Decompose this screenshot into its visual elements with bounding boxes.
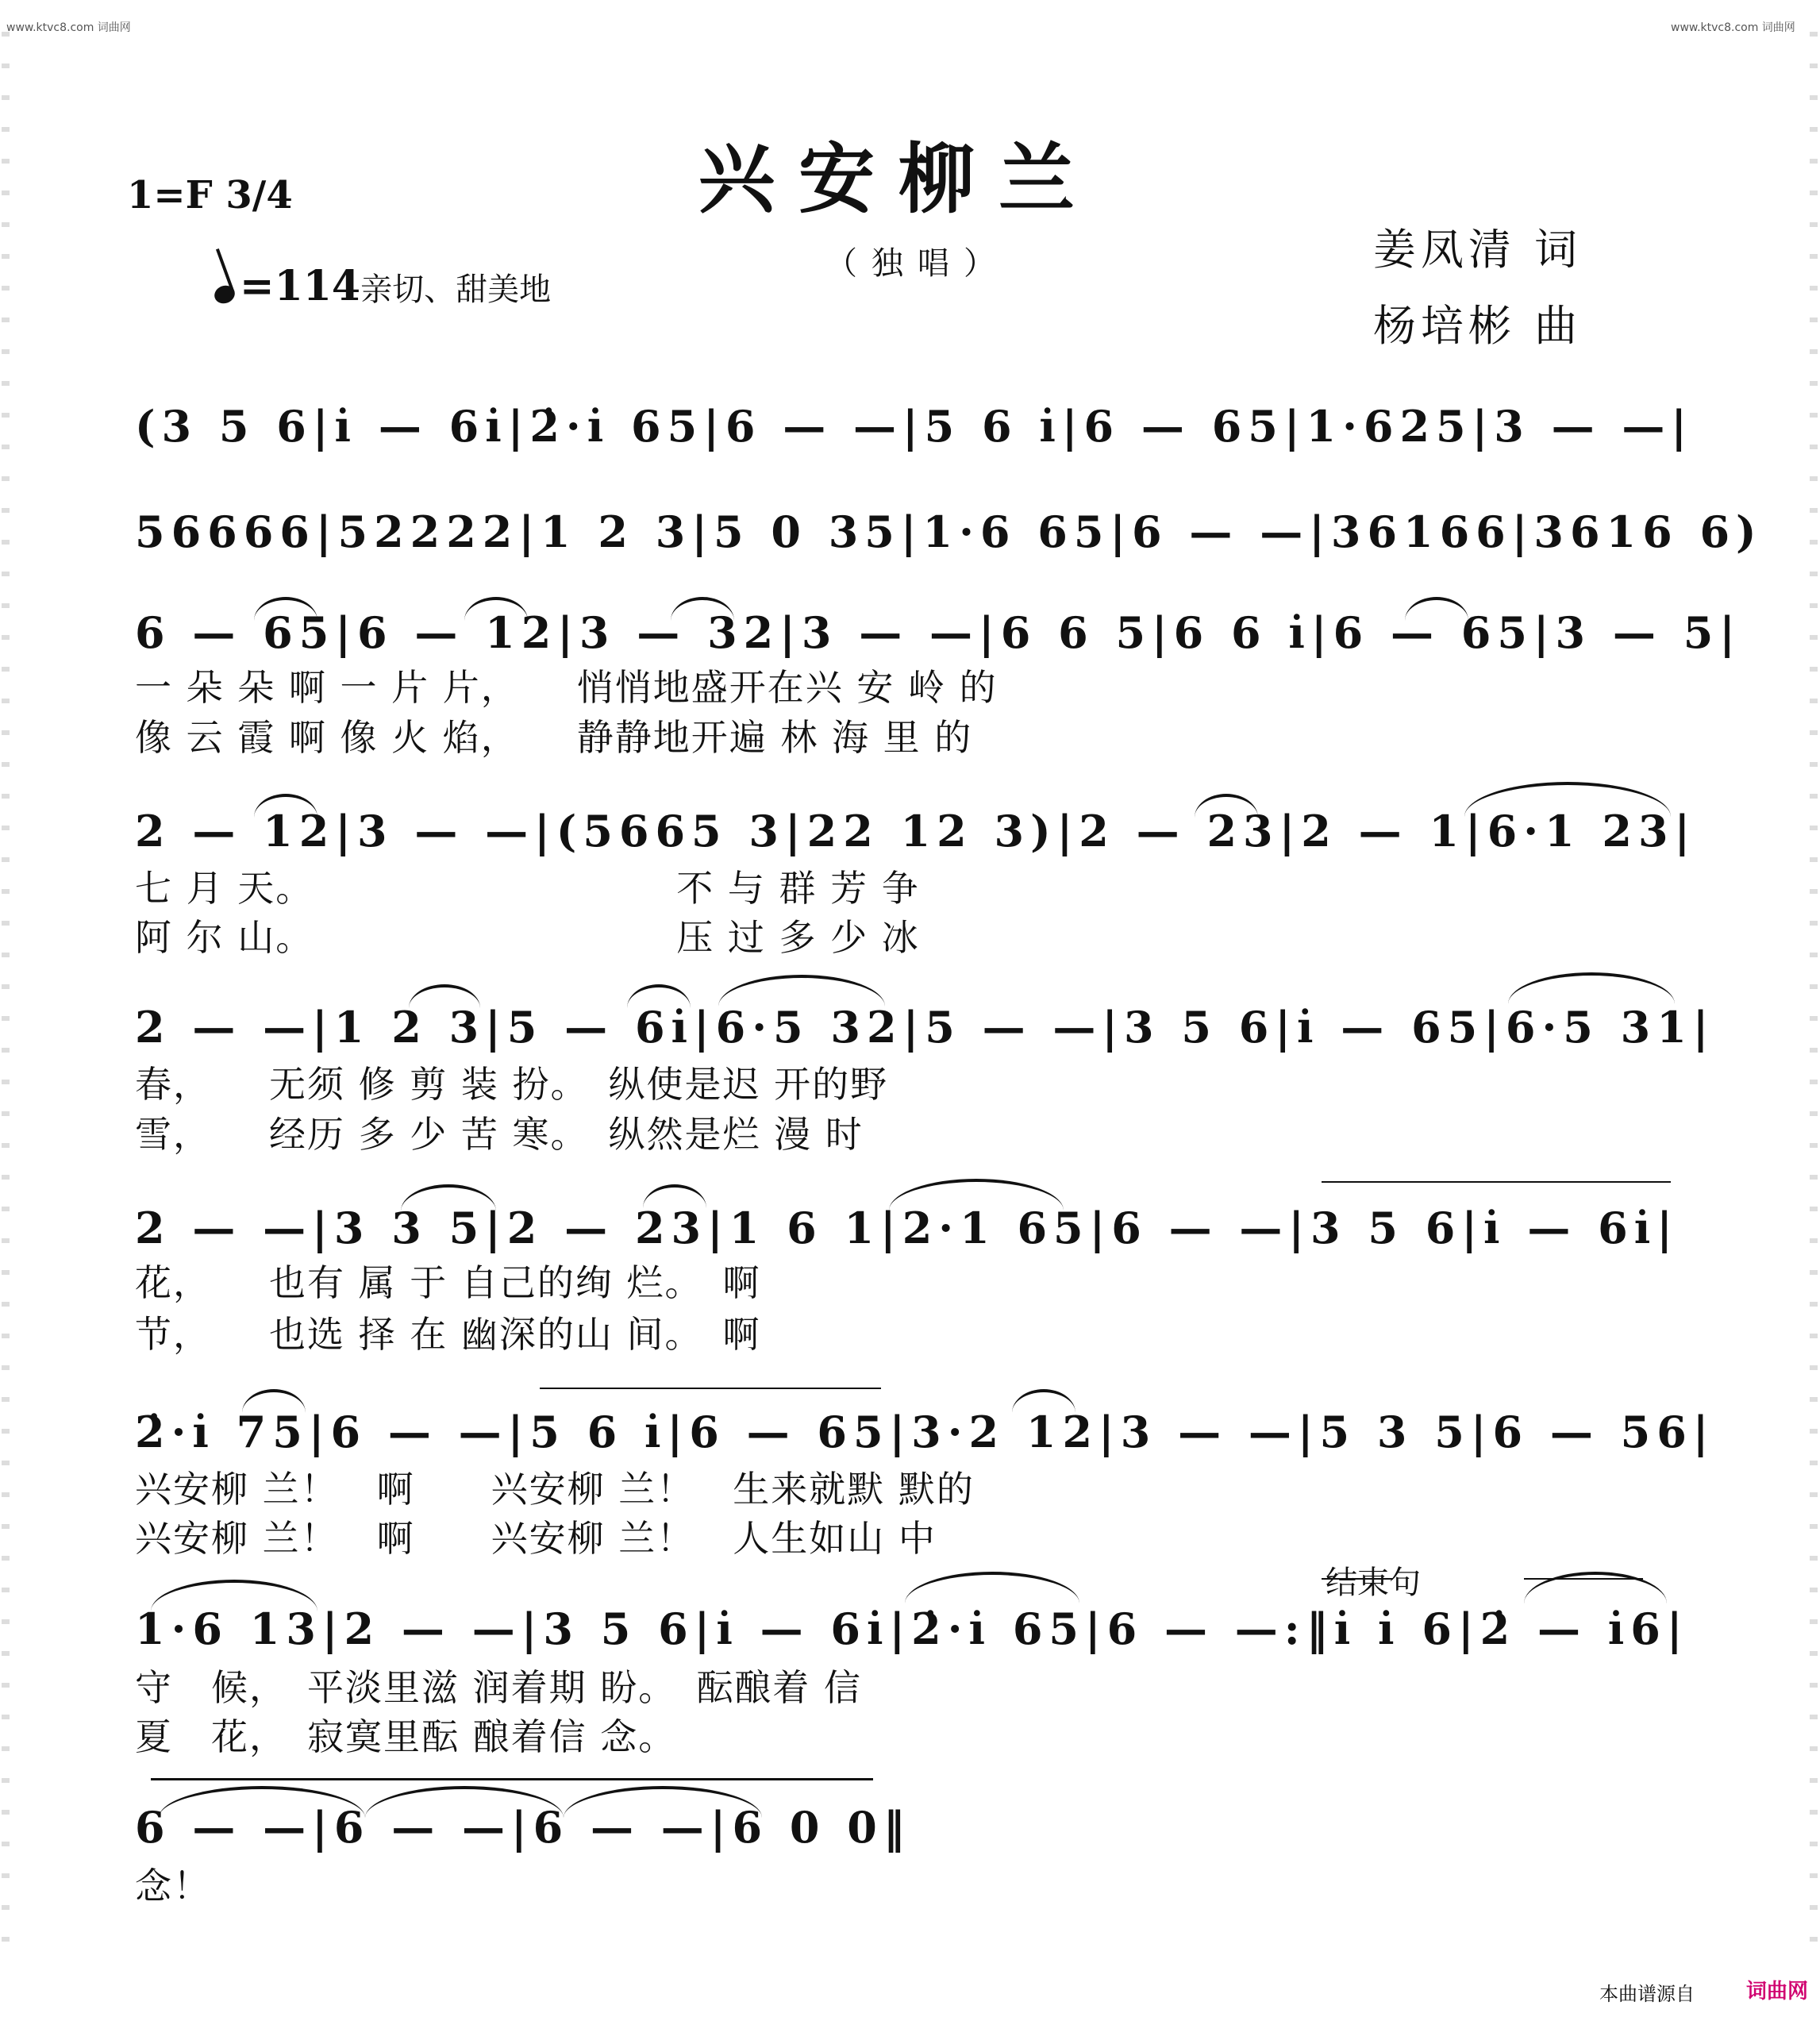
- notation-line-4: 2 — 12|3 — —|(5665 3|22 12 3)|2 — 23|2 — 1|6·1 23|: [135, 806, 1697, 856]
- bracket-rule: [1322, 1181, 1671, 1183]
- site-logo: 词曲网: [1746, 1980, 1809, 2004]
- lyric-line-3b: 像 云 霞 啊 像 火 焰， 静静地开遍 林 海 里 的: [135, 716, 973, 759]
- lyricist: 姜凤清 词: [1373, 225, 1583, 275]
- lyric-line-5a: 春， 无须 修 剪 装 扮。 纵使是迟 开的野: [135, 1063, 889, 1106]
- notation-line-7: 2̇·i̇ 75|6 — —|5 6 i̇|6 — 65|3·2 12|3 — —|5 3 5|6 — 56|: [135, 1407, 1715, 1457]
- lyric-line-8a: 守 候， 平淡里滋 润着期 盼。 酝酿着 信: [135, 1666, 862, 1709]
- final-rule: [151, 1778, 873, 1780]
- watermark-right: www.ktvc8.com 词曲网: [1671, 21, 1795, 34]
- lyric-line-4a: 七 月 天。 不 与 群 芳 争: [135, 867, 920, 910]
- lyric-line-5b: 雪， 经历 多 少 苦 寒。 纵然是烂 漫 时: [135, 1113, 864, 1156]
- notation-line-1: (3 5 6|i̇ — 6i̇|2̇·i̇ 65|6 — —|5 6 i̇|6 — 65|1·625|3 — —|: [135, 401, 1694, 452]
- notation-line-8: 1·6 13|2 — —|3 5 6|i̇ — 6i̇|2̇·i̇ 65|6 — —:‖i̇ i̇ 6|2̇ — i̇6|: [135, 1603, 1689, 1654]
- ending-label: 结束句: [1326, 1565, 1421, 1601]
- subtitle: （独唱）: [825, 245, 1010, 282]
- lyric-line-9: 念！: [135, 1865, 211, 1907]
- tempo-value: =114: [240, 262, 361, 310]
- notation-line-3: 6 — 65|6 — 12|3 — 32|3 — —|6 6 5|6 6 i̇|6 — 65|3 — 5|: [135, 607, 1741, 658]
- left-edge-strip: [2, 32, 10, 1969]
- notation-line-9: 6 — —|6 — —|6 — —|6 0 0‖: [135, 1802, 911, 1853]
- tempo-description: 亲切、甜美地: [360, 271, 552, 308]
- key-signature: 1=F 3/4: [127, 173, 293, 217]
- lyric-line-7b: 兴安柳 兰！ 啊 兴安柳 兰！ 人生如山 中: [135, 1517, 937, 1560]
- tempo-marking: [214, 262, 551, 310]
- lyric-line-6a: 花， 也有 属 于 自己的绚 烂。 啊: [135, 1261, 761, 1304]
- footer-source: 本曲谱源自: [1599, 1983, 1695, 2005]
- notation-line-6: 2 — —|3 3 5|2 — 23|1 6 1|2·1 65|6 — —|3 5 6|i̇ — 6i̇|: [135, 1203, 1679, 1253]
- notation-line-5: 2 — —|1 2 3|5 — 6i̇|6·5 32|5 — —|3 5 6|i̇ — 65|6·5 31|: [135, 1002, 1715, 1053]
- lyric-line-7a: 兴安柳 兰！ 啊 兴安柳 兰！ 生来就默 默的: [135, 1468, 975, 1511]
- page-title: 兴安柳兰: [698, 134, 1099, 224]
- lyric-line-6b: 节， 也选 择 在 幽深的山 间。 啊: [135, 1313, 761, 1356]
- lyric-line-3a: 一 朵 朵 啊 一 片 片， 悄悄地盛开在兴 安 岭 的: [135, 666, 998, 709]
- lyric-line-8b: 夏 花， 寂寞里酝 酿着信 念。: [135, 1715, 677, 1758]
- notation-line-2: 56666|52222|1 2 3|5 0 35|1·6 65|6 — —|36166|3616 6): [135, 506, 1763, 557]
- bracket-rule: [540, 1388, 881, 1389]
- watermark-left: www.ktvc8.com 词曲网: [6, 21, 131, 34]
- composer: 杨培彬 曲: [1373, 301, 1583, 351]
- right-edge-strip: [1810, 32, 1818, 1969]
- slur: [1508, 972, 1675, 1004]
- lyric-line-4b: 阿 尔 山。 压 过 多 少 冰: [135, 916, 920, 959]
- quarter-note-icon: [212, 283, 237, 306]
- slur: [1524, 1572, 1667, 1603]
- slur: [905, 1572, 1079, 1603]
